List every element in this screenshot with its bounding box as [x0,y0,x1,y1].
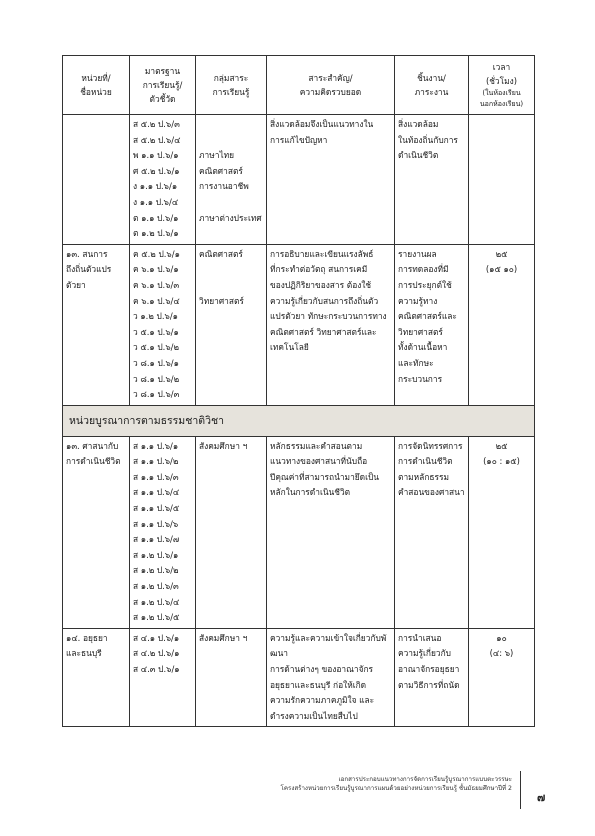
cell-subjects: สังคมศึกษา ฯ [196,436,267,628]
cell-key-content: หลักธรรมและคำสอนตาม แนวทางของศาสนาที่นับถือ ปีคุณค่าที่สามารถนำมายึดเป็น หลักในการดำเนินชีวิต [267,436,395,628]
section-title: หน่วยบูรณาการตามธรรมชาติวิชา [63,405,535,436]
header-key-content: สาระสำคัญ/ ความคิดรวบยอด [267,56,395,115]
cell-subjects: คณิตศาสตร์ วิทยาศาสตร์ [196,244,267,405]
header-standard: มาตรฐาน การเรียนรู้/ ตัวชี้วัด [130,56,196,115]
cell-work: การจัดนิทรรศการ การดำเนินชีวิต ตามหลักธรรม คำสอนของศาสนา [395,436,469,628]
cell-standards: ส ๑.๑ ป.๖/๑ ส ๑.๑ ป.๖/๒ ส ๑.๑ ป.๖/๓ ส ๑.๑ ป.๖/๔ ส ๑.๑ ป.๖/๕ ส ๑.๑ ป.๖/๖ ส ๑.๑ ป.๖/๗ ส ๑.๒ ป.๖/๑ ส ๑.๒ ป.๖/๒ ส ๑.๒ ป.๖/๓ ส ๑.๒ ป.๖/๔ ส ๑.๒ ป.๖/๕ [130,436,196,628]
table-row [63,115,535,245]
footer-line-1: เอกสารประกอบแนวทางการจัดการเรียนรู้บูรณาการแบบตะวรรษะ [338,776,512,783]
cell-time [469,115,535,245]
cell-time: ๒๕ (๑๐ : ๑๕) [469,436,535,628]
footer-divider [520,771,521,809]
cell-work: สิ่งแวดล้อม ในท้องถิ่นกับการ ดำเนินชีวิต [395,115,469,245]
table-header-row [63,56,535,115]
cell-time: ๑๐ (๔: ๖) [469,628,535,727]
cell-key-content: การอธิบายและเขียนแรงลัพธ์ ที่กระทำต่อวัตถุ สนการเคมี ของปฏิกิริยาของสาร ต้องใช้ ความรู้เกี่ยวกับสนการถึงถิ่นตัว แปรตัวยา ทักษะกระบวนการทาง คณิตศาสตร์ วิทยาศาสตร์และ เทคโนโลยี [267,244,395,405]
header-unit: หน่วยที่/ ชื่อหน่วย [63,56,130,115]
section-header-row [63,405,535,436]
table-row [63,628,535,727]
header-time: เวลา (ชั่วโมง) (ในห้องเรียน นอกห้องเรียน) [469,56,535,115]
cell-key-content: สิ่งแวดล้อมจึงเป็นแนวทางใน การแก้ไขปัญหา [267,115,395,245]
table-row [63,436,535,628]
cell-standards: ส ๔.๑ ป.๖/๑ ส ๔.๒ ป.๖/๑ ส ๔.๓ ป.๖/๑ [130,628,196,727]
cell-subjects: สังคมศึกษา ฯ [196,628,267,727]
cell-time: ๒๕ (๑๕ ๑๐) [469,244,535,405]
header-time-note: (ในห้องเรียน นอกห้องเรียน) [479,89,524,108]
cell-work: การนำเสนอ ความรู้เกี่ยวกับ อาณาจักรอยุธยา ตามวิธีการที่ถนัด [395,628,469,727]
cell-standards: ส ๕.๒ ป.๖/๓ ส ๕.๒ ป.๖/๔ พ ๑.๑ ป.๖/๑ ศ ๕.๒ ป.๖/๑ ง ๑.๑ ป.๖/๑ ง ๑.๑ ป.๖/๔ ต ๑.๑ ป.๖/๑ ต ๑.๒ ป.๖/๑ [130,115,196,245]
footer-line-2: โครงสร้างหน่วยการเรียนรู้บูรณาการแผนด้วยอย่างหน่วยการเรียนรู้ ชั้นมัธยมศึกษาปีที่ 2 [280,785,512,792]
page-number: ๗ [537,791,546,804]
table-row [63,244,535,405]
cell-unit: ๑๔. อยุธยา และธนบุรี [63,628,130,727]
cell-key-content: ความรู้และความเข้าใจเกี่ยวกับพัฒนา การด้านต่างๆ ของอาณาจักร อยุธยาและธนบุรี ก่อให้เกิด ความรักความภาคภูมิใจ และ ดำรงความเป็นไทยสืบไป [267,628,395,727]
header-subject: กลุ่มสาระ การเรียนรู้ [196,56,267,115]
cell-unit [63,115,130,245]
cell-standards: ค ๕.๒ ป.๖/๑ ค ๖.๑ ป.๖/๑ ค ๖.๑ ป.๖/๓ ค ๖.๑ ป.๖/๔ ว ๑.๒ ป.๖/๑ ว ๕.๑ ป.๖/๑ ว ๕.๑ ป.๖/๒ ว ๘.๑ ป.๖/๑ ว ๘.๑ ป.๖/๒ ว ๘.๑ ป.๖/๓ [130,244,196,405]
page-footer [250,775,512,793]
cell-unit: ๑๓. สนการ ถึงถิ่นตัวแปร ตัวยา [63,244,130,405]
header-work: ชิ้นงาน/ ภาระงาน [395,56,469,115]
cell-subjects: ภาษาไทย คณิตศาสตร์ การงานอาชีพ ภาษาต่างประเทศ [196,115,267,245]
curriculum-table [62,55,535,727]
cell-unit: ๑๓. ศาสนากับ การดำเนินชีวิต [63,436,130,628]
cell-work: รายงานผล การทดลองที่มี การประยุกต์ใช้ ความรู้ทาง คณิตศาสตร์และ วิทยาศาสตร์ ทั้งด้านเนื้อหา และทักษะ กระบวนการ [395,244,469,405]
